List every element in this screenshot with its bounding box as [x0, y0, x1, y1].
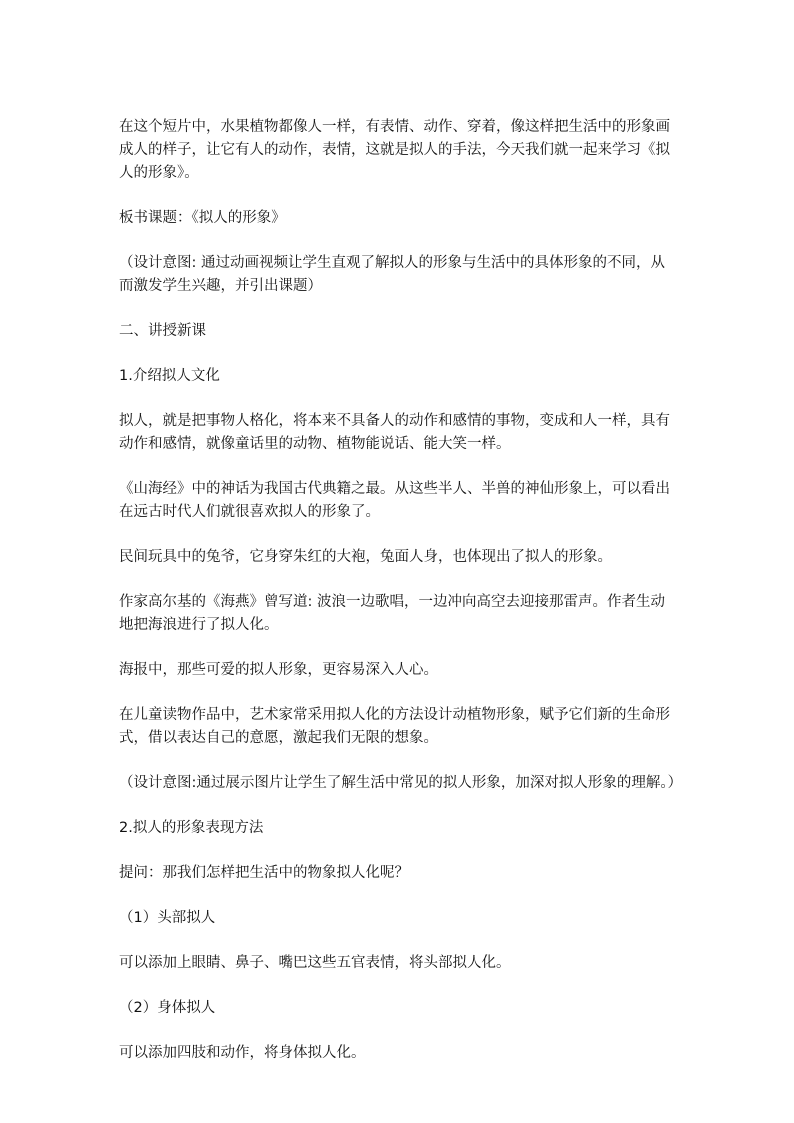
subsection-heading-methods: 2.拟人的形象表现方法	[119, 820, 264, 836]
document-body	[119, 116, 683, 1087]
paragraph-tuye: 民间玩具中的兔爷，它身穿朱红的大袍，兔面人身，也体现出了拟人的形象。	[119, 549, 612, 565]
item-heading-head: （1）头部拟人	[119, 910, 216, 926]
item-heading-body: （2）身体拟人	[119, 1000, 216, 1016]
paragraph-head-method: 可以添加上眼睛、鼻子、嘴巴这些五官表情，将头部拟人化。	[119, 955, 511, 971]
paragraph-haiyan: 作家高尔基的《海燕》曾写道: 波浪一边歌唱，一边冲向高空去迎接那雷声。作者生动地把海浪进行了拟人化。	[119, 594, 665, 633]
paragraph-intro: 在这个短片中，水果植物都像人一样，有表情、动作、穿着，像这样把生活中的形象画成人的样子，让它有人的动作，表情，这就是拟人的手法，今天我们就一起来学习《拟人的形象》。	[119, 119, 670, 181]
paragraph-question: 提问：那我们怎样把生活中的物象拟人化呢？	[119, 865, 409, 881]
paragraph-poster: 海报中，那些可爱的拟人形象，更容易深入人心。	[119, 662, 438, 678]
paragraph-design-intent-2: （设计意图:通过展示图片让学生了解生活中常见的拟人形象，加深对拟人形象的理解。）	[119, 775, 683, 791]
paragraph-design-intent-1: （设计意图: 通过动画视频让学生直观了解拟人的形象与生活中的具体形象的不同，从而激发学生兴趣，并引出课题）	[119, 255, 665, 294]
paragraph-definition: 拟人，就是把事物人格化，将本来不具备人的动作和感情的事物，变成和人一样，具有动作和感情，就像童话里的动物、植物能说话、能大笑一样。	[119, 413, 670, 452]
paragraph-shanhaijing: 《山海经》中的神话为我国古代典籍之最。从这些半人、半兽的神仙形象上，可以看出在远古时代人们就很喜欢拟人的形象了。	[119, 481, 670, 520]
paragraph-body-method: 可以添加四肢和动作，将身体拟人化。	[119, 1045, 366, 1061]
section-heading-new-lesson: 二、讲授新课	[119, 323, 206, 339]
paragraph-board-title: 板书课题：《拟人的形象》	[119, 210, 286, 226]
paragraph-childrens-books: 在儿童读物作品中，艺术家常采用拟人化的方法设计动植物形象，赋予它们新的生命形式，借以表达自己的意愿，激起我们无限的想象。	[119, 707, 670, 746]
subsection-heading-culture: 1.介绍拟人文化	[119, 368, 220, 384]
